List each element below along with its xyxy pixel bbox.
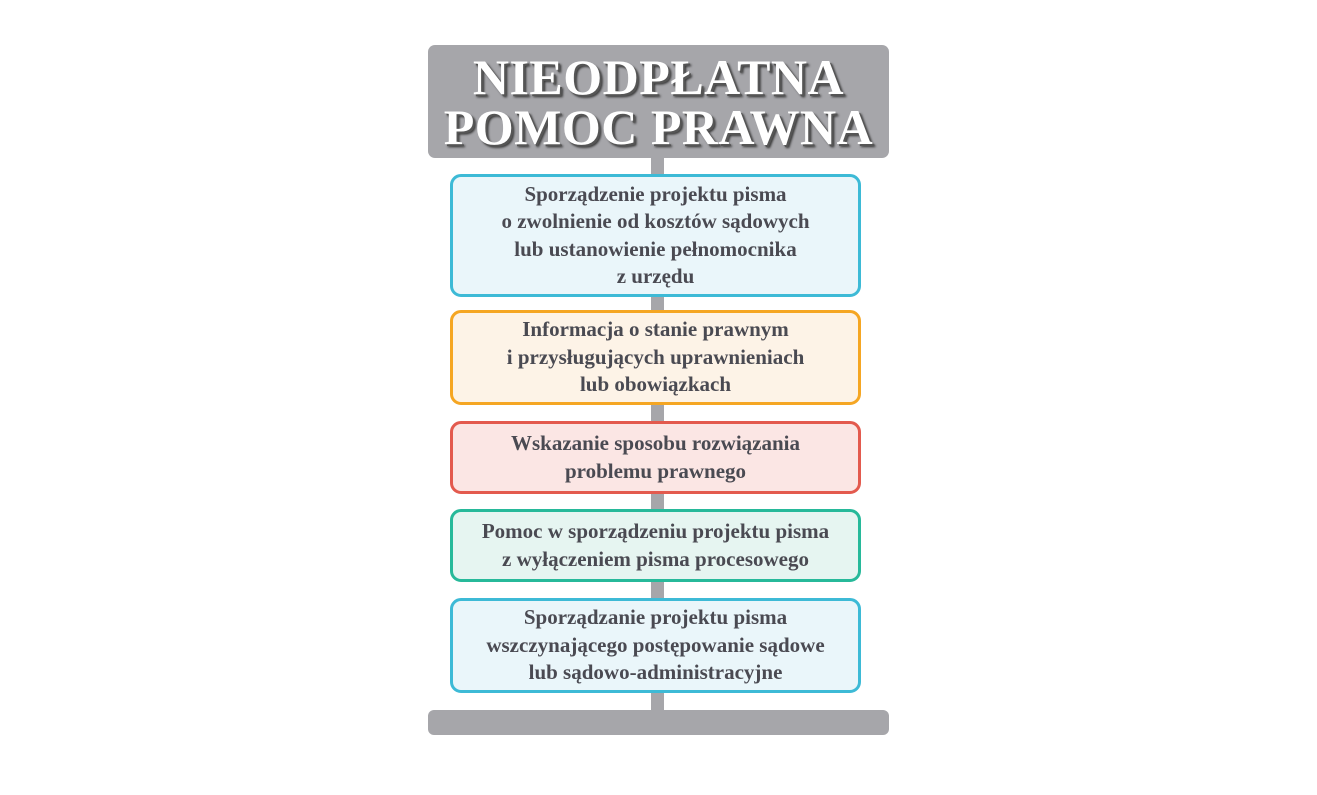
service-box-4-line-2: z wyłączeniem pisma procesowego [502,546,809,571]
service-box-4 [450,509,861,582]
service-box-1 [450,174,861,297]
header-title-line-2: POMOC PRAWNA [443,98,874,155]
service-box-5-line-2: wszczynającego postępowanie sądowe [486,632,825,657]
service-box-3 [450,421,861,494]
service-box-2-line-3: lub obowiązkach [579,372,732,397]
service-box-2 [450,310,861,405]
service-box-1-line-1: Sporządzenie projektu pisma [524,181,787,206]
service-box-1-line-4: z urzędu [616,264,695,288]
service-box-2-line-2: i przysługujących uprawnieniach [506,344,805,369]
service-box-5-line-3: lub sądowo-administracyjne [528,660,783,685]
service-box-2-line-1: Informacja o stanie prawnym [522,317,789,342]
service-box-1-line-3: lub ustanowienie pełnomocnika [514,236,797,261]
service-box-4-line-1: Pomoc w sporządzeniu projektu pisma [481,519,830,543]
signpost-base [428,710,889,735]
service-box-3-line-1: Wskazanie sposobu rozwiązania [511,431,800,455]
service-box-3-line-2: problemu prawnego [564,458,747,483]
service-box-5-line-1: Sporządzanie projektu pisma [523,605,788,630]
service-box-5 [450,598,861,693]
header-sign [428,45,889,158]
service-box-1-line-2: o zwolnienie od kosztów sądowych [501,209,810,233]
header-title-line-1: NIEODPŁATNA [472,48,845,105]
